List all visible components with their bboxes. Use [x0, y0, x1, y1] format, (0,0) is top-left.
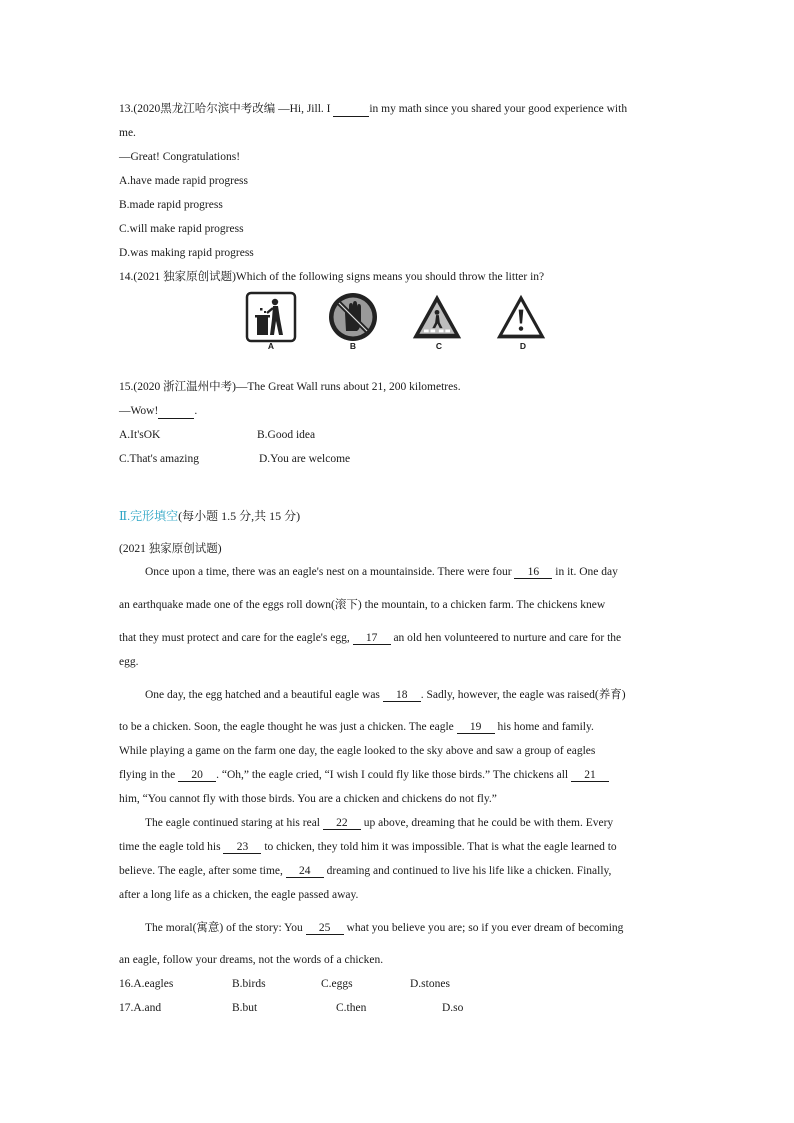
- passage-text: . Sadly, however, the eagle was raised(养育): [420, 689, 626, 701]
- q15-option-c: C.That's amazing: [119, 453, 199, 465]
- section-heading: [119, 509, 300, 524]
- passage-line-12: [119, 864, 611, 878]
- q15-blank: [158, 404, 194, 419]
- passage-line-9: him, “You cannot fly with those birds. You are a chicken and chickens do not fly.”: [119, 793, 497, 805]
- q15-option-a: A.It'sOK: [119, 429, 161, 441]
- section-points: (每小题 1.5 分,共 15 分): [178, 509, 301, 523]
- q15-reply-suffix: .: [194, 405, 198, 417]
- q15-option-d: D.You are welcome: [259, 453, 351, 465]
- passage-text: . “Oh,” the eagle cried, “I wish I could fly like those birds.” The chickens all: [216, 769, 571, 781]
- passage-text: The eagle continued staring at his real: [145, 817, 323, 829]
- passage-line-15: an eagle, follow your dreams, not the words of a chicken.: [119, 954, 384, 966]
- q13-stem-line2: me.: [119, 127, 136, 139]
- no-touch-icon: [327, 291, 379, 343]
- q16-option-a: 16.A.eagles: [119, 978, 174, 990]
- q13-stem: [119, 102, 627, 117]
- q16-option-d: D.stones: [410, 978, 450, 990]
- q13-option-a: A.have made rapid progress: [119, 175, 249, 187]
- passage-text: up above, dreaming that he could be with them. Every: [360, 817, 614, 829]
- sign-label-c: C: [435, 341, 443, 351]
- blank-23: 23: [223, 841, 261, 854]
- blank-22: 22: [323, 817, 361, 830]
- blank-21: 21: [571, 769, 609, 782]
- q16-option-c: C.eggs: [321, 978, 353, 990]
- blank-17: 17: [353, 632, 391, 645]
- q13-option-c: C.will make rapid progress: [119, 223, 244, 235]
- passage-text: what you believe you are; so if you ever dream of becoming: [343, 922, 624, 934]
- passage-text: his home and family.: [494, 721, 594, 733]
- passage-text: in it. One day: [552, 566, 618, 578]
- blank-19: 19: [457, 721, 495, 734]
- passage-line-11: [119, 840, 617, 854]
- passage-line-6: [119, 720, 594, 734]
- q15-option-b: B.Good idea: [257, 429, 316, 441]
- q17-option-a: 17.A.and: [119, 1002, 162, 1014]
- q13-reply: —Great! Congratulations!: [119, 151, 241, 163]
- blank-18: 18: [383, 689, 421, 702]
- passage-text: that they must protect and care for the eagle's egg,: [119, 632, 353, 644]
- passage-line-5: [145, 688, 626, 702]
- passage-text: One day, the egg hatched and a beautiful eagle was: [145, 689, 383, 701]
- passage-text: an old hen volunteered to nurture and care for the: [390, 632, 622, 644]
- blank-25: 25: [306, 922, 344, 935]
- q13-prefix: 13.(2020黑龙江哈尔滨中考改编 —Hi, Jill. I: [119, 103, 334, 115]
- passage-text: believe. The eagle, after some time,: [119, 865, 286, 877]
- passage-line-2: an earthquake made one of the eggs roll down(滚下) the mountain, to a chicken farm. The chickens knew: [119, 599, 606, 611]
- passage-line-4: egg.: [119, 656, 139, 668]
- q13-option-b: B.made rapid progress: [119, 199, 223, 211]
- q17-option-b: B.but: [232, 1002, 258, 1014]
- passage-line-3: [119, 631, 621, 645]
- passage-text: The moral(寓意) of the story: You: [145, 922, 306, 934]
- q15-reply-prefix: —Wow!: [119, 405, 159, 417]
- passage-text: to chicken, they told him it was impossible. That is what the eagle learned to: [261, 841, 617, 853]
- passage-text: flying in the: [119, 769, 179, 781]
- passage-line-1: [145, 565, 618, 579]
- q13-option-d: D.was making rapid progress: [119, 247, 254, 259]
- trash-can-icon: [245, 291, 297, 343]
- blank-24: 24: [286, 865, 324, 878]
- q17-option-d: D.so: [442, 1002, 464, 1014]
- section-source: (2021 独家原创试题): [119, 543, 222, 555]
- sign-label-a: A: [267, 341, 275, 351]
- sign-label-d: D: [519, 341, 527, 351]
- warning-exclamation-icon: [495, 291, 547, 343]
- q14-stem: 14.(2021 独家原创试题)Which of the following signs means you should throw the litter in?: [119, 271, 545, 283]
- passage-line-10: [145, 816, 613, 830]
- passage-text: Once upon a time, there was an eagle's nest on a mountainside. There were four: [145, 566, 515, 578]
- q15-reply: [119, 404, 197, 419]
- sign-label-b: B: [349, 341, 357, 351]
- q15-stem: 15.(2020 浙江温州中考)—The Great Wall runs about 21, 200 kilometres.: [119, 381, 461, 393]
- passage-text: time the eagle told his: [119, 841, 224, 853]
- passage-line-13: after a long life as a chicken, the eagle passed away.: [119, 889, 359, 901]
- q13-suffix: in my math since you shared your good experience with: [369, 103, 628, 115]
- pedestrian-crossing-icon: [411, 291, 463, 343]
- q17-option-c: C.then: [336, 1002, 367, 1014]
- blank-16: 16: [514, 566, 552, 579]
- q13-blank: [333, 102, 369, 117]
- section-title: Ⅱ.完形填空: [119, 509, 179, 523]
- passage-line-14: [145, 921, 623, 935]
- q16-option-b: B.birds: [232, 978, 266, 990]
- passage-text: dreaming and continued to live his life like a chicken. Finally,: [323, 865, 612, 877]
- passage-line-8: [119, 768, 609, 782]
- blank-20: 20: [178, 769, 216, 782]
- passage-text: to be a chicken. Soon, the eagle thought he was just a chicken. The eagle: [119, 721, 457, 733]
- passage-line-7: While playing a game on the farm one day, the eagle looked to the sky above and saw a group of eagles: [119, 745, 596, 757]
